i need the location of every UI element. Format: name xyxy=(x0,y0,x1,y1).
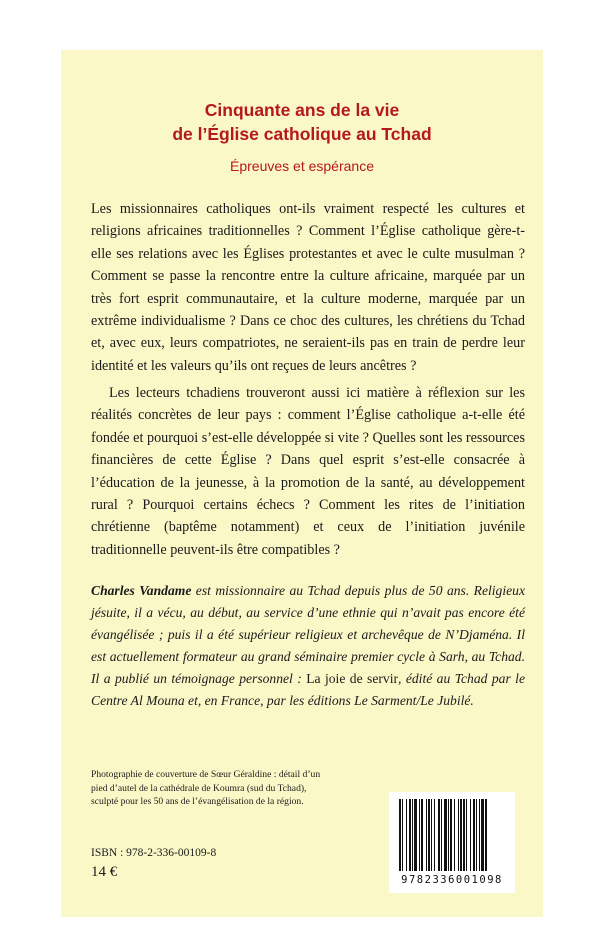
barcode-number: 9782336001098 xyxy=(401,874,503,886)
photo-credit: Photographie de couverture de Sœur Géraldine : détail d’un pied d’autel de la cathédrale de Koumra (sud du Tchad), sculpté pour les 50 ans de l’évangélisation de la région. xyxy=(91,769,321,808)
barcode-bars-icon xyxy=(397,799,507,873)
summary-paragraph-2: Les lecteurs tchadiens trouveront aussi ici matière à réflexion sur les réalités concrètes de leur pays : comment l’Église catholique a-t-elle été fondée et pourquoi s’est-elle développée si vite ? Quelles sont les ressources financières de cette Église ? Dans quel esprit s’est-elle consacrée à l’éducation de la jeunesse, à la promotion de la santé, au développement rural ? Pourquoi certains échecs ? Comment les rites de l’initiation chrétienne (baptême notamment) et ceux de l’initiation juvénile traditionnelle peuvent-ils être compatibles ? xyxy=(91,385,525,558)
author-bio xyxy=(91,580,525,712)
bio-text-2: , édité au Tchad par le Centre Al Mouna et, en France, par les éditions Le Sarment/Le Jubilé. xyxy=(91,671,525,708)
subtitle: Épreuves et espérance xyxy=(230,158,374,174)
price: 14 € xyxy=(91,864,118,880)
back-cover xyxy=(61,50,543,917)
summary-paragraph-1: Les missionnaires catholiques ont-ils vraiment respecté les cultures et religions africaines traditionnelles ? Comment l’Église catholique gère-t-elle ses relations avec les Églises protestantes et avec le culte musulman ? Comment se passe la rencontre entre la culture africaine, marquée par un très fort esprit communautaire, et la culture moderne, marquée par un extrême individualisme ? Dans ce choc des cultures, les chrétiens du Tchad et, avec eux, leurs compatriotes, ne seraient-ils pas en train de perdre leur identité et les valeurs qu’ils ont reçues de leurs ancêtres ? xyxy=(91,201,525,374)
author-name: Charles Vandame xyxy=(91,583,192,598)
bio-text-1: est missionnaire au Tchad depuis plus de 50 ans. Religieux jésuite, il a vécu, au début, au service d’une ethnie qui n’avait pas encore été évangélisée ; puis il a été supérieur religieux et archevêque de N’Djaména. Il est actuellement formateur au grand séminaire premier cycle à Sarh, au Tchad. Il a publié un témoignage personnel : xyxy=(91,583,525,686)
isbn: ISBN : 978-2-336-00109-8 xyxy=(91,847,217,859)
book-title: La joie de servir xyxy=(306,671,399,686)
barcode xyxy=(389,792,515,893)
title-line-2: de l’Église catholique au Tchad xyxy=(172,124,432,144)
title-line-1: Cinquante ans de la vie xyxy=(204,100,400,120)
